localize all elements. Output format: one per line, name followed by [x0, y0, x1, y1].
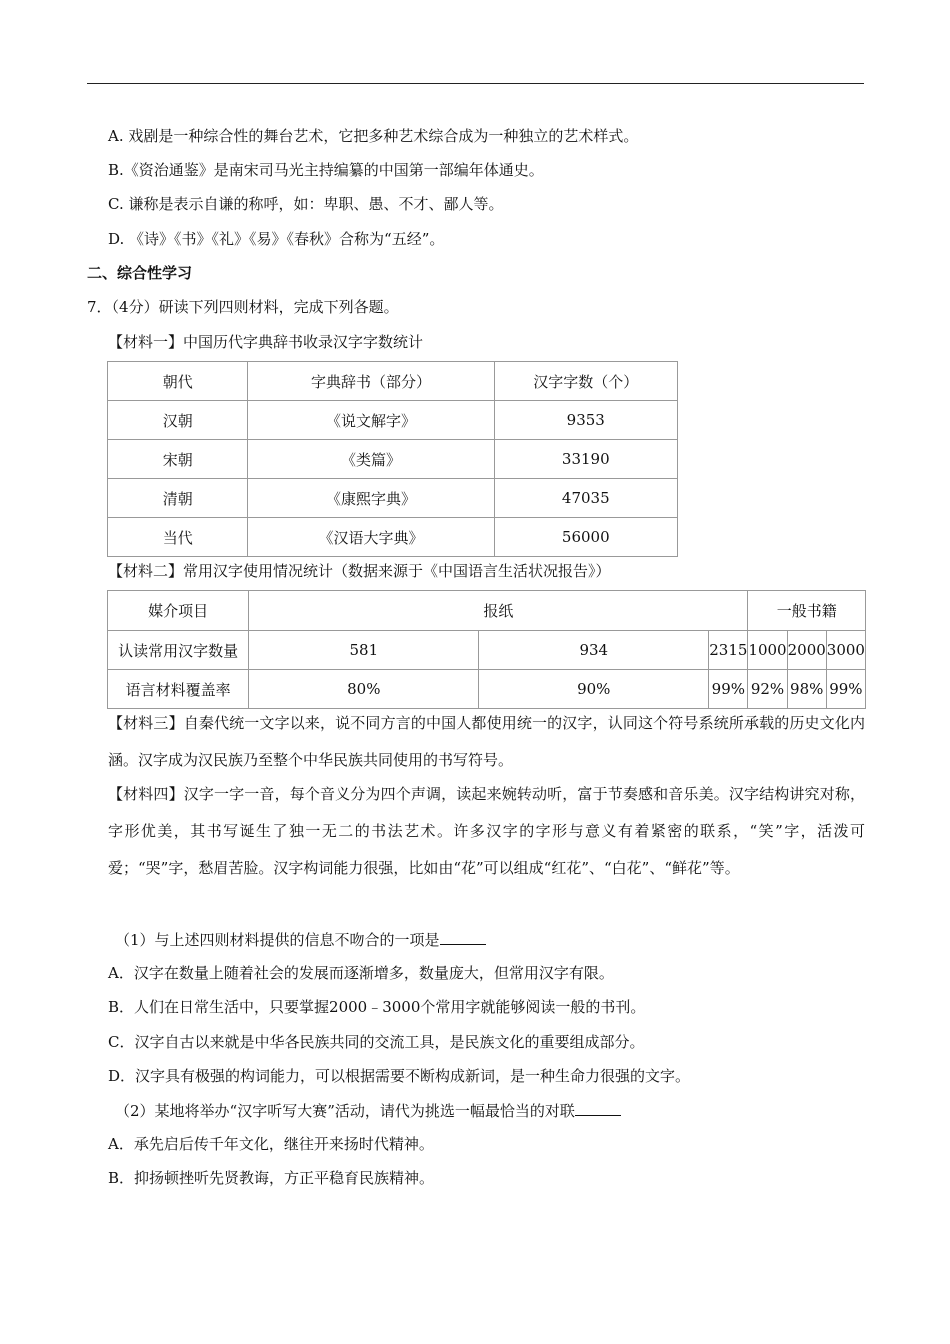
answer-blank: [440, 928, 486, 945]
material2-title: 【材料二】常用汉字使用情况统计（数据来源于《中国语言生活状况报告》）: [108, 562, 611, 580]
table-header-cell: 汉字字数（个）: [494, 362, 677, 401]
answer-blank: [575, 1099, 621, 1116]
sub-question-1-prompt: （1）与上述四则材料提供的信息不吻合的一项是: [115, 931, 440, 949]
table-row: [108, 440, 678, 479]
table-cell: 56000: [494, 518, 677, 557]
table-cell: 33190: [494, 440, 677, 479]
table-cell: 581: [249, 631, 479, 670]
table-header-cell: 媒介项目: [108, 591, 249, 631]
table-cell: 认读常用汉字数量: [108, 631, 249, 670]
table-cell: 80%: [249, 670, 479, 709]
table-cell: 1000: [748, 631, 787, 670]
sub-question-1: [115, 928, 486, 951]
table-cell: 99%: [709, 670, 748, 709]
table-row: [108, 518, 678, 557]
table-cell: 《康熙字典》: [248, 479, 494, 518]
sub2-option-a: A．承先启后传千年文化，继往开来扬时代精神。: [108, 1135, 434, 1153]
sub2-option-b: B．抑扬顿挫听先贤教诲，方正平稳育民族精神。: [108, 1169, 435, 1187]
table-cell: 98%: [787, 670, 826, 709]
option-d: D. 《诗》《书》《礼》《易》《春秋》合称为“五经”。: [108, 230, 445, 248]
table-cell: 宋朝: [108, 440, 248, 479]
material1-title: 【材料一】中国历代字典辞书收录汉字字数统计: [108, 333, 424, 351]
sub-question-2-prompt: （2）某地将举办“汉字听写大赛”活动，请代为挑选一幅最恰当的对联: [115, 1102, 575, 1120]
question-stem: 7．（4分）研读下列四则材料，完成下列各题。: [87, 298, 399, 316]
option-c: C. 谦称是表示自谦的称呼，如：卑职、愚、不才、鄙人等。: [108, 195, 504, 213]
sub1-option-c: C．汉字自古以来就是中华各民族共同的交流工具，是民族文化的重要组成部分。: [108, 1033, 645, 1051]
table-header-cell: 字典辞书（部分）: [248, 362, 494, 401]
table-cell: 92%: [748, 670, 787, 709]
table-header-cell: 一般书籍: [748, 591, 866, 631]
table-header-row: [108, 591, 866, 631]
table-cell: 3000: [826, 631, 865, 670]
material4-paragraph: 【材料四】汉字一字一音，每个音义分为四个声调，读起来婉转动听，富于节奏感和音乐美。汉字结构讲究对称，字形优美，其书写诞生了独一无二的书法艺术。许多汉字的字形与意义有着紧密的联系，“笑”字，活泼可爱；“哭”字，愁眉苦脸。汉字构词能力很强，比如由“花”可以组成“红花”、“白花”、“鲜花”等。: [108, 785, 865, 877]
table-row: [108, 631, 866, 670]
table-header-row: [108, 362, 678, 401]
material3-paragraph: 【材料三】自秦代统一文字以来，说不同方言的中国人都使用统一的汉字，认同这个符号系统所承载的历史文化内涵。汉字成为汉民族乃至整个中华民族共同使用的书写符号。: [108, 714, 865, 769]
table-header-cell: 朝代: [108, 362, 248, 401]
section-title: 二、综合性学习: [87, 264, 193, 282]
table-cell: 2000: [787, 631, 826, 670]
table-cell: 《汉语大字典》: [248, 518, 494, 557]
sub1-option-b: B．人们在日常生活中，只要掌握2000﹣3000个常用字就能够阅读一般的书刊。: [108, 998, 646, 1016]
table-row: [108, 401, 678, 440]
table-cell: 47035: [494, 479, 677, 518]
sub1-option-a: A．汉字在数量上随着社会的发展而逐渐增多，数量庞大，但常用汉字有限。: [108, 964, 614, 982]
table-cell: 清朝: [108, 479, 248, 518]
table-cell: 9353: [494, 401, 677, 440]
material2-table: [107, 590, 866, 709]
table-row: [108, 479, 678, 518]
option-b: B.《资治通鉴》是南宋司马光主持编纂的中国第一部编年体通史。: [108, 161, 544, 179]
material1-table: [107, 361, 678, 557]
sub1-option-d: D．汉字具有极强的构词能力，可以根据需要不断构成新词，是一种生命力很强的文字。: [108, 1067, 691, 1085]
header-rule: [87, 83, 864, 84]
table-cell: 语言材料覆盖率: [108, 670, 249, 709]
table-row: [108, 670, 866, 709]
table-header-cell: 报纸: [249, 591, 748, 631]
table-cell: 《说文解字》: [248, 401, 494, 440]
table-cell: 当代: [108, 518, 248, 557]
sub-question-2: [115, 1099, 621, 1122]
option-a: A. 戏剧是一种综合性的舞台艺术，它把多种艺术综合成为一种独立的艺术样式。: [108, 127, 639, 145]
table-cell: 90%: [479, 670, 709, 709]
table-cell: 934: [479, 631, 709, 670]
table-cell: 《类篇》: [248, 440, 494, 479]
table-cell: 汉朝: [108, 401, 248, 440]
table-cell: 99%: [826, 670, 865, 709]
table-cell: 2315: [709, 631, 748, 670]
